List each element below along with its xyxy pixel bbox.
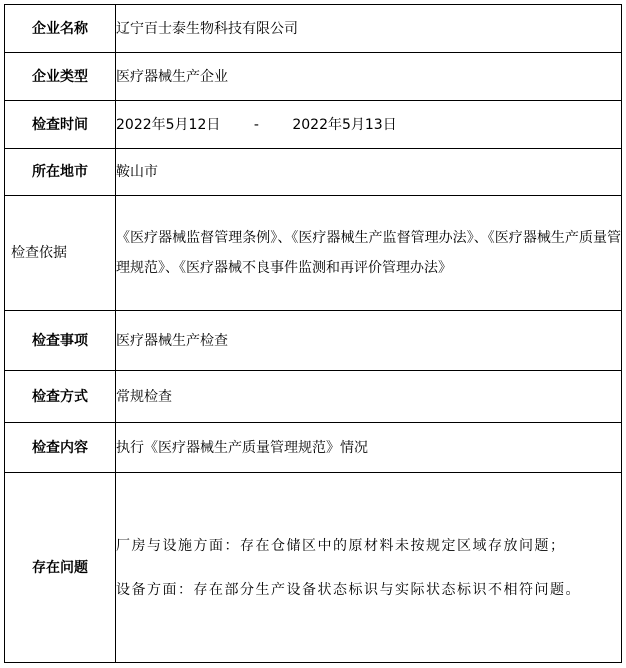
company-type-value: 医疗器械生产企业 — [116, 53, 622, 101]
inspection-time-label: 检查时间 — [5, 101, 116, 149]
inspection-info-table — [4, 4, 622, 663]
row-basis — [5, 196, 622, 311]
problem-item: 设备方面：存在部分生产设备状态标识与实际状态标识不相符问题。 — [116, 581, 581, 598]
city-label: 所在地市 — [5, 149, 116, 196]
row-problems — [5, 473, 622, 663]
company-name-value: 辽宁百士泰生物科技有限公司 — [116, 5, 622, 53]
company-type-label: 企业类型 — [5, 53, 116, 101]
method-value: 常规检查 — [116, 371, 622, 423]
row-company-type — [5, 53, 622, 101]
city-value: 鞍山市 — [116, 149, 622, 196]
method-label: 检查方式 — [5, 371, 116, 423]
problems-label: 存在问题 — [5, 473, 116, 663]
item-value: 医疗器械生产检查 — [116, 311, 622, 371]
inspection-time-value — [116, 101, 622, 149]
company-name-label: 企业名称 — [5, 5, 116, 53]
basis-label: 检查依据 — [5, 196, 116, 311]
problems-value — [116, 473, 622, 663]
row-item — [5, 311, 622, 371]
date-separator: - — [253, 116, 259, 133]
row-content — [5, 423, 622, 473]
item-label: 检查事项 — [5, 311, 116, 371]
basis-value: 《医疗器械监督管理条例》、《医疗器械生产监督管理办法》、《医疗器械生产质量管理规范》、《医疗器械不良事件监测和再评价管理办法》 — [116, 196, 622, 311]
row-company-name — [5, 5, 622, 53]
row-inspection-time — [5, 101, 622, 149]
row-method — [5, 371, 622, 423]
inspection-start-date: 2022年5月12日 — [116, 116, 221, 133]
inspection-end-date: 2022年5月13日 — [292, 116, 397, 133]
content-label: 检查内容 — [5, 423, 116, 473]
row-city — [5, 149, 622, 196]
content-value: 执行《医疗器械生产质量管理规范》情况 — [116, 423, 622, 473]
problem-item: 厂房与设施方面：存在仓储区中的原材料未按规定区域存放问题； — [116, 537, 566, 554]
